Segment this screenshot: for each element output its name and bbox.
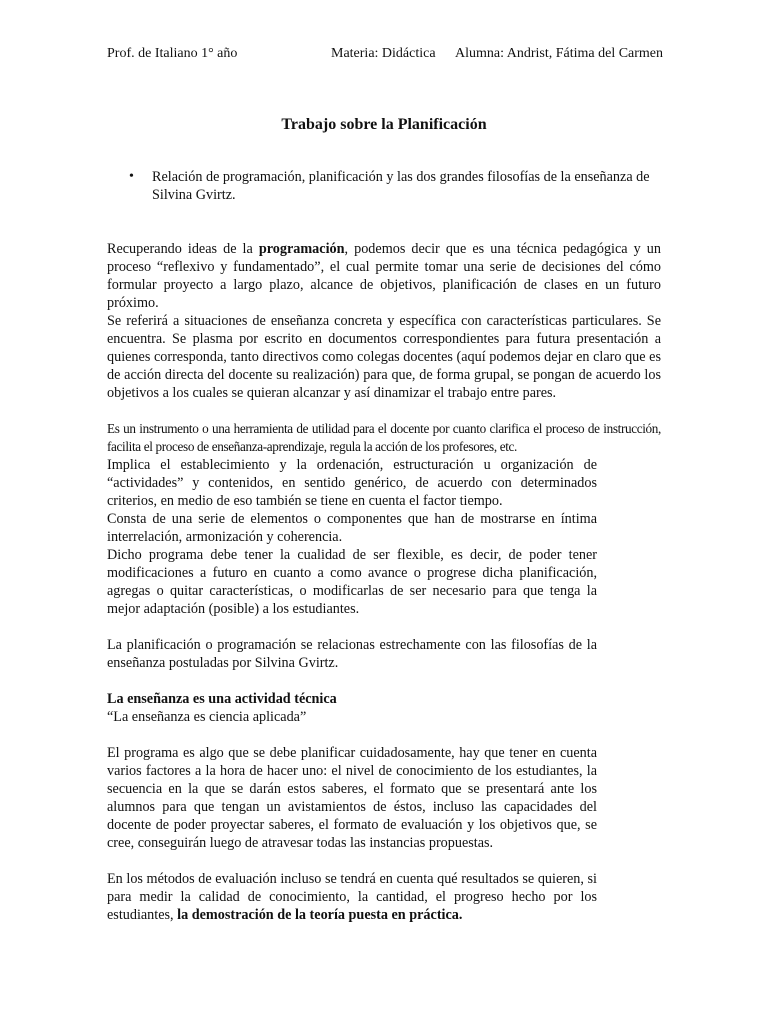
paragraph-1 (107, 240, 661, 312)
paragraph-6: Dicho programa debe tener la cualidad de ser flexible, es decir, de poder tener modificaciones a futuro en cuanto a como avance o progrese dicha planificación, agregas o quitar características, o modificarlas de ser necesario para que tenga la mejor adaptación (posible) a los estudiantes. (107, 547, 597, 617)
paragraph-7: La planificación o programación se relacionas estrechamente con las filosofías de la enseñanza postuladas por Silvina Gvirtz. (107, 637, 597, 671)
document-title: Trabajo sobre la Planificación (281, 116, 487, 133)
paragraph-1-bold: programación (258, 241, 345, 257)
header-professor: Prof. de Italiano 1° año (107, 46, 238, 61)
paragraph-2: Se referirá a situaciones de enseñanza concreta y específica con características particulares. Se encuentra. Se plasma por escrito en documentos correspondientes para futura presentación a quienes corresponda, tanto directivos como colegas docentes (aquí podemos dejar en claro que es de acción directa del docente su realización) para que, de forma grupal, se pongan de acuerdo los objetivos a los cuales se quieran alcanzar y así dinamizar el trabajo entre pares. (107, 313, 661, 401)
header-subject: Materia: Didáctica (331, 46, 436, 61)
header-student: Alumna: Andrist, Fátima del Carmen (455, 46, 664, 61)
page-header (107, 45, 663, 63)
bullet-dot-icon: • (129, 169, 134, 184)
paragraph-5: Consta de una serie de elementos o componentes que han de mostrarse en íntima interrelación, armonización y coherencia. (107, 511, 597, 545)
paragraph-9 (107, 870, 597, 924)
paragraph-1-end: , podemos decir que es una técnica pedagógica y un proceso “reflexivo y fundamentado”, el cual permite tomar una serie de decisiones del cómo formular proyecto a largo plazo, alcance de objetivos, planificación de clases en un futuro próximo. (107, 241, 661, 311)
paragraph-9-bold: la demostración de la teoría puesta en práctica. (177, 907, 463, 923)
paragraph-1-start: Recuperando ideas de la (107, 241, 259, 257)
section-heading: La enseñanza es una actividad técnica (107, 691, 337, 707)
paragraph-3: Es un instrumento o una herramienta de utilidad para el docente por cuanto clarifica el proceso de instrucción, facilita el proceso de enseñanza-aprendizaje, regula la acción de los profesores, etc. (107, 421, 661, 454)
bullet-text: Relación de programación, planificación y las dos grandes filosofías de la enseñanza de Silvina Gvirtz. (152, 169, 650, 203)
paragraph-8: El programa es algo que se debe planificar cuidadosamente, hay que tener en cuenta varios factores a la hora de hacer uno: el nivel de conocimiento de los estudiantes, la secuencia en la que se darán estos saberes, el formato que se presentará ante los alumnos para que tengan un avistamientos de éstos, incluso las capacidades del docente de poder proyectar saberes, el formato de evaluación y los objetivos que, se cree, conseguirán luego de atravesar todas las instancias propuestas. (107, 745, 597, 851)
paragraph-4: Implica el establecimiento y la ordenación, estructuración u organización de “actividades” y contenidos, en sentido genérico, de acuerdo con determinados criterios, en medio de eso también se tiene en cuenta el factor tiempo. (107, 457, 597, 509)
paragraph-9-start: En los métodos de evaluación incluso se tendrá en cuenta qué resultados se quieren, si para medir la calidad de conocimiento, la cantidad, el progreso hecho por los estudiantes, (107, 871, 597, 923)
section-quote: “La enseñanza es ciencia aplicada” (107, 709, 307, 725)
